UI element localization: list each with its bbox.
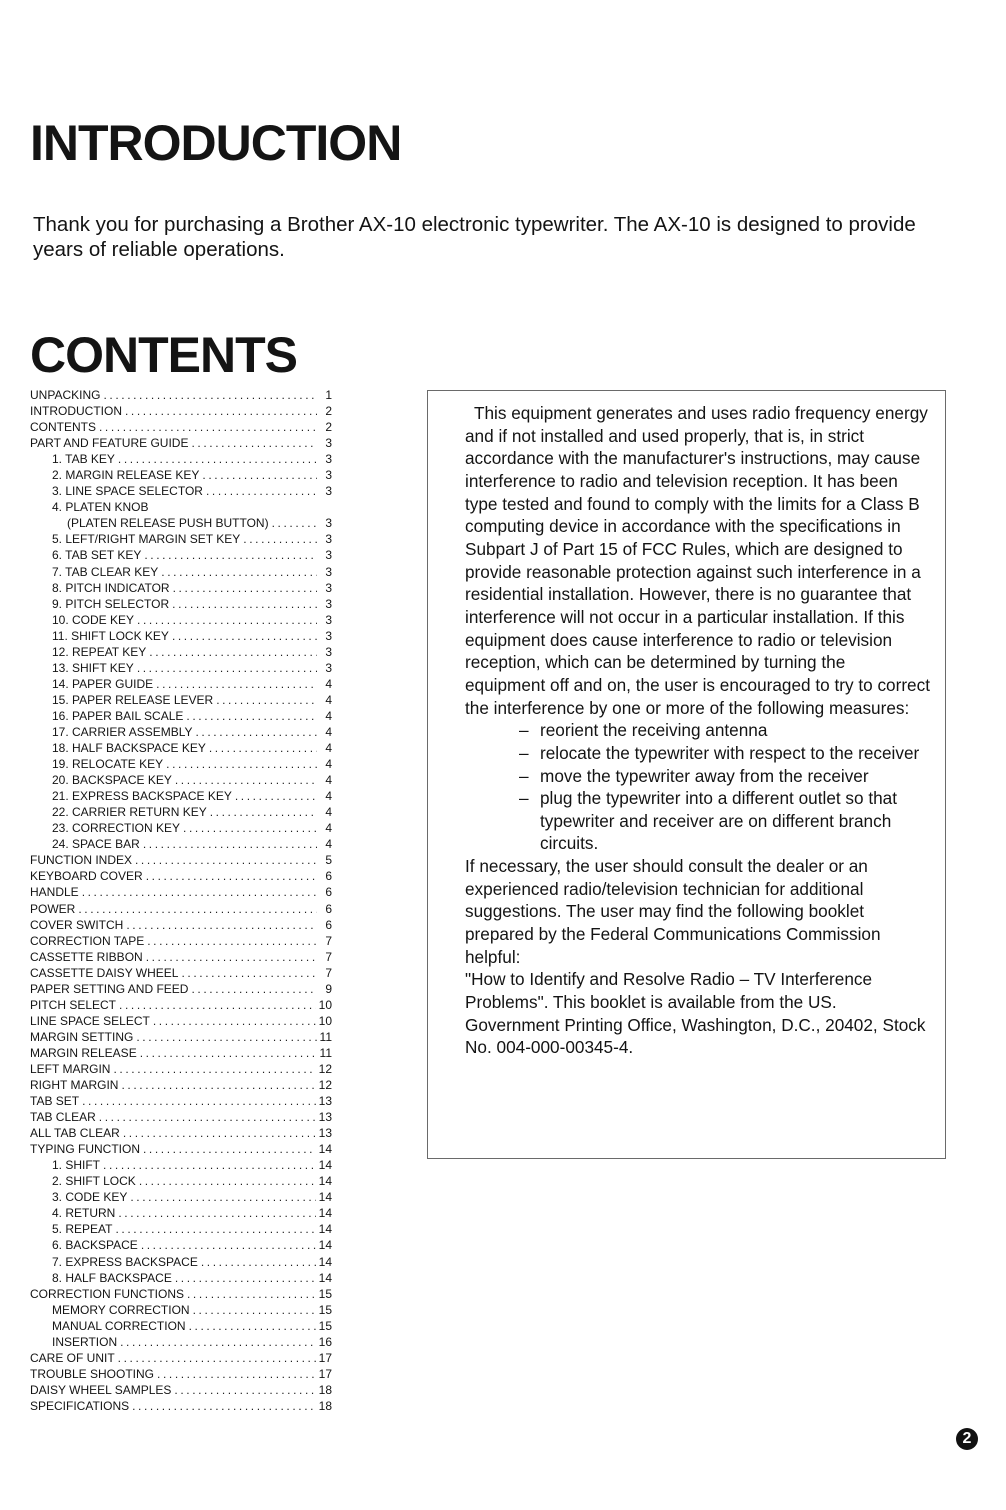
fcc-measure-item: [519, 742, 930, 765]
toc-entry: [30, 1093, 332, 1109]
toc-entry-title: DAISY WHEEL SAMPLES: [30, 1382, 172, 1397]
toc-dot-leader: [146, 868, 317, 884]
toc-entry: [30, 612, 332, 628]
toc-entry: [30, 1318, 332, 1334]
toc-entry-title: 14. PAPER GUIDE: [52, 676, 154, 691]
page-number-badge: 2: [956, 1428, 978, 1450]
toc-entry-page: 3: [325, 596, 332, 611]
toc-entry: [30, 1221, 332, 1237]
toc-dot-leader: [78, 901, 317, 917]
toc-dot-leader: [141, 1237, 316, 1253]
toc-entry-title: 20. BACKSPACE KEY: [52, 773, 172, 788]
toc-dot-leader: [149, 644, 317, 660]
toc-entry-title: MANUAL CORRECTION: [52, 1318, 186, 1333]
toc-dot-leader: [210, 804, 317, 820]
toc-dot-leader: [99, 1109, 316, 1125]
fcc-measure-item: [519, 719, 930, 742]
toc-entry-page: 17: [318, 1366, 332, 1381]
toc-dot-leader: [201, 1254, 316, 1270]
toc-dot-leader: [235, 788, 317, 804]
toc-entry-page: 4: [325, 741, 332, 756]
toc-dot-leader: [139, 1173, 316, 1189]
toc-entry-title: 2. SHIFT LOCK: [52, 1174, 136, 1189]
toc-entry: [30, 1205, 332, 1221]
toc-entry-title: 21. EXPRESS BACKSPACE KEY: [52, 789, 232, 804]
toc-entry: [30, 1398, 332, 1414]
toc-entry-page: 6: [325, 869, 332, 884]
toc-entry-title: 10. CODE KEY: [52, 612, 135, 627]
toc-entry-page: 16: [318, 1334, 332, 1349]
toc-entry-page: 12: [318, 1061, 332, 1076]
toc-entry-title: TAB SET: [30, 1094, 80, 1109]
toc-entry-page: 18: [318, 1382, 332, 1397]
toc-entry: [30, 483, 332, 499]
toc-entry: [30, 451, 332, 467]
toc-entry: [30, 596, 332, 612]
toc-dot-leader: [206, 483, 317, 499]
fcc-measure-item: [519, 787, 930, 855]
toc-entry-page: 15: [318, 1302, 332, 1317]
fcc-measure-text: move the typewriter away from the receiver: [540, 765, 869, 786]
toc-dot-leader: [191, 435, 317, 451]
toc-dot-leader: [103, 387, 317, 403]
toc-entry: [30, 628, 332, 644]
toc-entry: [30, 852, 332, 868]
toc-entry: [30, 644, 332, 660]
toc-entry: [30, 660, 332, 676]
toc-entry-page: 9: [325, 981, 332, 996]
toc-entry-title: CORRECTION FUNCTIONS: [30, 1286, 184, 1301]
toc-entry-title: CONTENTS: [30, 420, 96, 435]
table-of-contents: [30, 387, 332, 1414]
toc-entry-title: 7. EXPRESS BACKSPACE: [52, 1254, 198, 1269]
toc-entry-page: 3: [325, 612, 332, 627]
dash-bullet: –: [519, 720, 529, 741]
toc-entry-page: 7: [325, 965, 332, 980]
toc-entry: [30, 708, 332, 724]
toc-entry-page: 3: [325, 548, 332, 563]
toc-entry-title: ALL TAB CLEAR: [30, 1126, 120, 1141]
toc-entry: [30, 467, 332, 483]
toc-entry: [30, 772, 332, 788]
toc-dot-leader: [181, 965, 317, 981]
toc-entry-page: 18: [318, 1398, 332, 1413]
toc-entry-page: 14: [318, 1238, 332, 1253]
toc-entry: [30, 403, 332, 419]
toc-dot-leader: [243, 531, 317, 547]
toc-entry-page: 13: [318, 1094, 332, 1109]
fcc-measure-item: [519, 765, 930, 788]
toc-dot-leader: [143, 836, 317, 852]
toc-entry-page: 10: [318, 1013, 332, 1028]
toc-entry-title: COVER SWITCH: [30, 917, 124, 932]
toc-entry: [30, 884, 332, 900]
toc-entry-page: 14: [318, 1158, 332, 1173]
toc-entry: [30, 1302, 332, 1318]
toc-entry: [30, 1270, 332, 1286]
toc-dot-leader: [147, 933, 317, 949]
fcc-notice-text: [465, 402, 930, 1059]
toc-entry-title: UNPACKING: [30, 388, 101, 402]
toc-entry-page: 14: [318, 1206, 332, 1221]
toc-entry: [30, 1109, 332, 1125]
toc-entry: [30, 933, 332, 949]
toc-entry-title: 6. TAB SET KEY: [52, 548, 142, 563]
toc-entry-title: MEMORY CORRECTION: [52, 1302, 190, 1317]
toc-dot-leader: [118, 1350, 316, 1366]
toc-dot-leader: [216, 692, 317, 708]
toc-entry-page: 15: [318, 1318, 332, 1333]
toc-dot-leader: [175, 772, 317, 788]
toc-entry: [30, 868, 332, 884]
toc-entry-page: 7: [325, 933, 332, 948]
toc-entry-title: 11. SHIFT LOCK KEY: [52, 628, 169, 643]
fcc-notice-paragraph: If necessary, the user should consult the dealer or an experienced radio/television technician for additional suggestions. The user may find the following booklet prepared by the Federal Communications Commission helpful:: [465, 856, 881, 967]
toc-entry: [30, 1286, 332, 1302]
toc-dot-leader: [191, 981, 317, 997]
toc-entry-page: 13: [318, 1110, 332, 1125]
toc-entry-title: MARGIN RELEASE: [30, 1045, 137, 1060]
toc-entry-title: 24. SPACE BAR: [52, 837, 140, 852]
toc-entry-page: 3: [325, 660, 332, 675]
toc-dot-leader: [121, 1077, 315, 1093]
fcc-booklet-reference: "How to Identify and Resolve Radio – TV Interference Problems". This booklet is available from the US. Government Printing Office, Washington, D.C., 20402, Stock No. 004-000-00345-4.: [465, 969, 926, 1058]
toc-entry: [30, 1045, 332, 1061]
toc-entry: [30, 1061, 332, 1077]
toc-dot-leader: [172, 596, 317, 612]
toc-dot-leader: [161, 564, 317, 580]
toc-entry: [30, 1029, 332, 1045]
toc-entry-page: 6: [325, 917, 332, 932]
toc-entry: [30, 997, 332, 1013]
toc-entry: [30, 515, 332, 531]
toc-entry-page: 3: [325, 436, 332, 451]
toc-entry-page: 3: [325, 564, 332, 579]
toc-entry-title: 7. TAB CLEAR KEY: [52, 564, 159, 579]
toc-entry: [30, 917, 332, 933]
toc-dot-leader: [132, 1398, 316, 1414]
toc-entry: [30, 1382, 332, 1398]
toc-dot-leader: [99, 419, 317, 435]
toc-dot-leader: [136, 1029, 316, 1045]
toc-entry-page: 3: [325, 580, 332, 595]
toc-entry-page: 3: [325, 452, 332, 467]
toc-entry-title: 3. LINE SPACE SELECTOR: [52, 484, 203, 499]
toc-dot-leader: [137, 612, 317, 628]
toc-entry-page: 6: [325, 885, 332, 900]
introduction-heading: INTRODUCTION: [30, 115, 402, 171]
toc-entry-title: 19. RELOCATE KEY: [52, 757, 164, 772]
toc-entry-page: 11: [319, 1029, 332, 1044]
toc-entry-title: 5. LEFT/RIGHT MARGIN SET KEY: [52, 532, 241, 547]
toc-entry: [30, 1189, 332, 1205]
introduction-text: Thank you for purchasing a Brother AX-10 electronic typewriter. The AX-10 is designed to provide years of reliable operations.: [33, 213, 916, 261]
toc-entry: [30, 419, 332, 435]
toc-entry-title: LEFT MARGIN: [30, 1061, 111, 1076]
toc-entry-page: 4: [325, 692, 332, 707]
toc-entry-page: 3: [325, 484, 332, 499]
toc-entry: [30, 804, 332, 820]
toc-entry: [30, 1366, 332, 1382]
toc-entry: [30, 1173, 332, 1189]
toc-entry-title: MARGIN SETTING: [30, 1029, 134, 1044]
toc-entry-title: FUNCTION INDEX: [30, 853, 132, 868]
toc-entry-page: 14: [318, 1254, 332, 1269]
toc-entry-page: 3: [325, 628, 332, 643]
toc-entry: [30, 1013, 332, 1029]
toc-dot-leader: [82, 884, 317, 900]
toc-entry-page: 14: [318, 1174, 332, 1189]
toc-dot-leader: [118, 1205, 315, 1221]
toc-entry-title: 4. PLATEN KNOB: [52, 500, 149, 515]
toc-dot-leader: [126, 917, 317, 933]
toc-entry: [30, 1334, 332, 1350]
toc-dot-leader: [82, 1093, 316, 1109]
toc-dot-leader: [172, 628, 317, 644]
toc-entry: [30, 981, 332, 997]
toc-entry-title: SPECIFICATIONS: [30, 1398, 130, 1413]
toc-dot-leader: [137, 660, 317, 676]
fcc-measure-text: relocate the typewriter with respect to the receiver: [540, 742, 920, 763]
toc-entry: [30, 949, 332, 965]
toc-entry-title: 4. RETURN: [52, 1206, 116, 1221]
toc-dot-leader: [119, 997, 316, 1013]
toc-entry: [30, 1350, 332, 1366]
toc-dot-leader: [272, 515, 317, 531]
toc-entry-title: INTRODUCTION: [30, 404, 122, 419]
toc-entry: [30, 676, 332, 692]
toc-dot-leader: [143, 1141, 316, 1157]
fcc-notice-box: [427, 390, 946, 1159]
toc-entry: [30, 547, 332, 563]
toc-entry-title: TAB CLEAR: [30, 1110, 96, 1125]
toc-entry: [30, 1254, 332, 1270]
toc-entry-title: 1. TAB KEY: [52, 452, 115, 467]
toc-entry-page: 3: [325, 468, 332, 483]
toc-dot-leader: [183, 820, 317, 836]
toc-entry-page: 2: [325, 404, 332, 419]
toc-entry: [30, 1237, 332, 1253]
toc-dot-leader: [187, 1286, 316, 1302]
toc-entry-title: 6. BACKSPACE: [52, 1238, 138, 1253]
toc-entry: [30, 1141, 332, 1157]
toc-entry-page: 3: [325, 532, 332, 547]
toc-dot-leader: [118, 451, 317, 467]
toc-dot-leader: [135, 852, 317, 868]
toc-dot-leader: [189, 1318, 316, 1334]
toc-entry-title: INSERTION: [52, 1334, 118, 1349]
toc-entry: [30, 756, 332, 772]
toc-entry: [30, 531, 332, 547]
toc-entry-title: TYPING FUNCTION: [30, 1142, 140, 1157]
toc-entry-title: 12. REPEAT KEY: [52, 644, 147, 659]
toc-entry: [30, 1157, 332, 1173]
toc-entry: [30, 740, 332, 756]
toc-entry-title: HANDLE: [30, 885, 79, 900]
toc-entry: [30, 692, 332, 708]
toc-entry-page: 7: [325, 949, 332, 964]
toc-entry-title: PAPER SETTING AND FEED: [30, 981, 189, 996]
toc-entry-page: 4: [325, 821, 332, 836]
toc-entry-title: RIGHT MARGIN: [30, 1078, 119, 1093]
toc-dot-leader: [186, 708, 317, 724]
toc-entry: [30, 435, 332, 451]
toc-entry-title: 8. PITCH INDICATOR: [52, 580, 170, 595]
toc-entry-page: 14: [318, 1222, 332, 1237]
toc-dot-leader: [130, 1189, 315, 1205]
toc-dot-leader: [103, 1157, 316, 1173]
toc-entry-title: 23. CORRECTION KEY: [52, 821, 181, 836]
toc-entry: [30, 387, 332, 403]
contents-heading: CONTENTS: [30, 327, 297, 383]
toc-entry-title: 16. PAPER BAIL SCALE: [52, 708, 184, 723]
toc-entry-title: 9. PITCH SELECTOR: [52, 596, 170, 611]
toc-entry-title: PITCH SELECT: [30, 997, 117, 1012]
toc-entry-title: 17. CARRIER ASSEMBLY: [52, 724, 193, 739]
fcc-measures-list: [465, 719, 930, 855]
toc-entry-title: 8. HALF BACKSPACE: [52, 1270, 172, 1285]
toc-dot-leader: [175, 1270, 316, 1286]
toc-entry: [30, 820, 332, 836]
toc-entry-title: PART AND FEATURE GUIDE: [30, 436, 189, 451]
toc-entry-title: 3. CODE KEY: [52, 1190, 128, 1205]
toc-dot-leader: [193, 1302, 316, 1318]
toc-entry: [30, 564, 332, 580]
toc-entry: [30, 965, 332, 981]
toc-entry-page: 4: [325, 676, 332, 691]
toc-entry-title: CARE OF UNIT: [30, 1350, 115, 1365]
toc-entry: [30, 901, 332, 917]
toc-entry-page: 3: [325, 644, 332, 659]
toc-entry-page: 2: [325, 420, 332, 435]
toc-dot-leader: [166, 756, 317, 772]
toc-entry-title: 22. CARRIER RETURN KEY: [52, 805, 207, 820]
toc-entry-title: POWER: [30, 901, 76, 916]
toc-entry-page: 4: [325, 805, 332, 820]
toc-dot-leader: [125, 403, 317, 419]
toc-entry-page: 3: [325, 516, 332, 531]
toc-entry-title: 2. MARGIN RELEASE KEY: [52, 468, 200, 483]
toc-dot-leader: [196, 724, 318, 740]
toc-dot-leader: [174, 1382, 315, 1398]
fcc-measure-text: plug the typewriter into a different outlet so that typewriter and receiver are on different branch circuits.: [540, 788, 898, 854]
toc-entry-page: 14: [318, 1270, 332, 1285]
toc-entry-page: 17: [318, 1350, 332, 1365]
toc-entry-page: 4: [325, 789, 332, 804]
toc-entry-page: 4: [325, 757, 332, 772]
toc-entry-page: 4: [325, 724, 332, 739]
toc-entry-page: 10: [318, 997, 332, 1012]
dash-bullet: –: [519, 742, 529, 763]
toc-entry: [30, 724, 332, 740]
toc-entry: [30, 499, 332, 515]
toc-entry: [30, 788, 332, 804]
toc-entry-title: 5. REPEAT: [52, 1222, 113, 1237]
toc-entry-title: CASSETTE DAISY WHEEL: [30, 965, 179, 980]
toc-entry-page: 4: [325, 708, 332, 723]
toc-entry-title: 18. HALF BACKSPACE KEY: [52, 741, 206, 756]
toc-entry-page: 14: [318, 1142, 332, 1157]
toc-entry-title: CASSETTE RIBBON: [30, 949, 143, 964]
toc-entry-title: (PLATEN RELEASE PUSH BUTTON): [67, 516, 269, 531]
toc-entry-title: CORRECTION TAPE: [30, 933, 145, 948]
toc-dot-leader: [173, 580, 317, 596]
toc-entry-title: 1. SHIFT: [52, 1158, 101, 1173]
toc-dot-leader: [144, 547, 317, 563]
fcc-notice-paragraph: This equipment generates and uses radio frequency energy and if not installed and used properly, that is, in strict accordance with the manufacturer's instructions, may cause interference to radio and television reception. It has been type tested and found to comply with the limits for a Class B computing device in accordance with the specifications in Subpart J of Part 15 of FCC Rules, which are designed to provide reasonable protection against such interference in a residential installation. However, there is no guarantee that interference will not occur in a particular installation. If this equipment does cause interference to radio or television reception, which can be determined by turning the equipment off and on, the user is encouraged to try to correct the interference by one or more of the following measures:: [465, 403, 930, 718]
toc-dot-leader: [123, 1125, 316, 1141]
fcc-measure-text: reorient the receiving antenna: [540, 720, 768, 741]
toc-entry-page: 14: [318, 1190, 332, 1205]
toc-dot-leader: [113, 1061, 315, 1077]
toc-dot-leader: [140, 1045, 317, 1061]
toc-dot-leader: [115, 1221, 315, 1237]
toc-entry: [30, 1125, 332, 1141]
toc-entry-page: 4: [325, 837, 332, 852]
toc-dot-leader: [156, 676, 317, 692]
toc-entry-page: 1: [325, 388, 332, 402]
dash-bullet: –: [519, 788, 529, 809]
toc-dot-leader: [157, 1366, 316, 1382]
toc-entry-page: 6: [325, 901, 332, 916]
toc-entry-title: 13. SHIFT KEY: [52, 660, 134, 675]
toc-entry-page: 12: [318, 1078, 332, 1093]
toc-entry-title: 15. PAPER RELEASE LEVER: [52, 692, 214, 707]
toc-entry-page: 13: [318, 1126, 332, 1141]
toc-entry: [30, 580, 332, 596]
toc-entry-page: 4: [325, 773, 332, 788]
toc-dot-leader: [146, 949, 317, 965]
toc-dot-leader: [209, 740, 317, 756]
toc-entry: [30, 1077, 332, 1093]
toc-entry-page: 5: [325, 853, 332, 868]
toc-entry-page: 15: [318, 1286, 332, 1301]
toc-dot-leader: [120, 1334, 316, 1350]
toc-dot-leader: [202, 467, 317, 483]
toc-dot-leader: [153, 1013, 316, 1029]
toc-entry: [30, 836, 332, 852]
toc-entry-page: 11: [319, 1045, 332, 1060]
dash-bullet: –: [519, 765, 529, 786]
toc-entry-title: TROUBLE SHOOTING: [30, 1366, 155, 1381]
toc-entry-title: LINE SPACE SELECT: [30, 1013, 150, 1028]
toc-entry-title: KEYBOARD COVER: [30, 869, 143, 884]
